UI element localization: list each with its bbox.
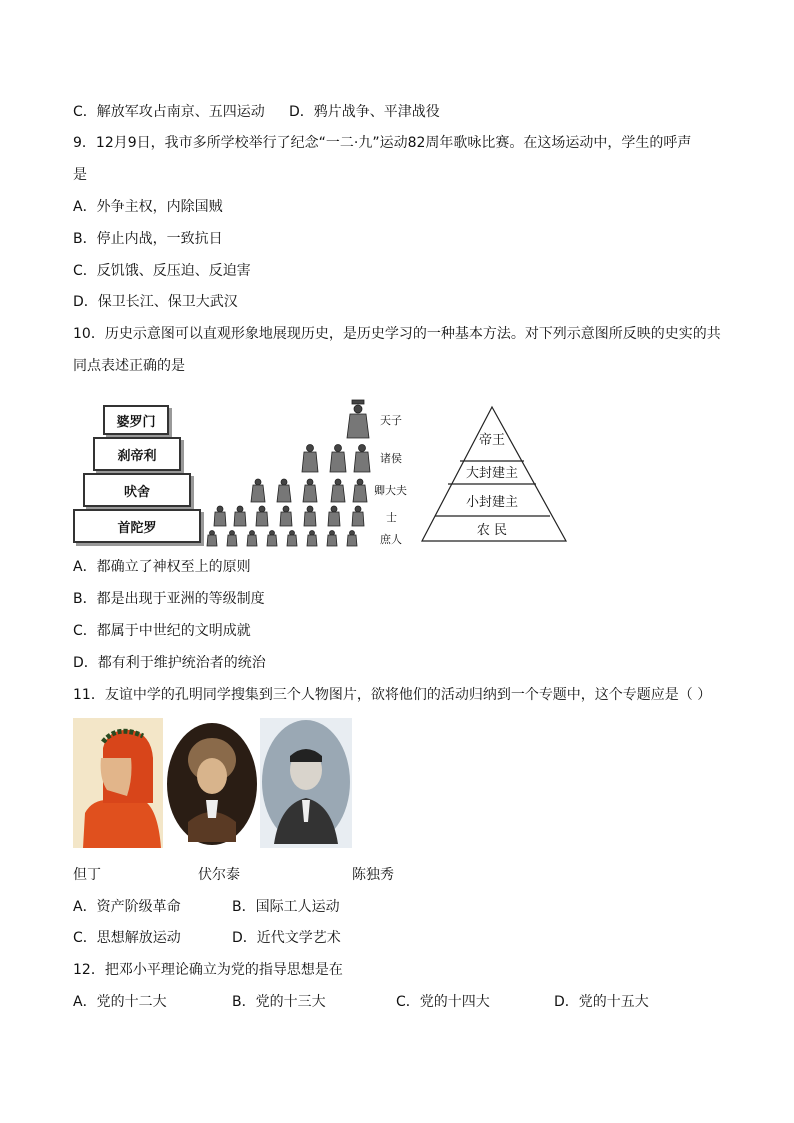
- portrait-voltaire: [166, 722, 258, 846]
- q12-option-a: A．党的十二大: [73, 994, 167, 1010]
- rank-shuren: 庶人: [380, 533, 402, 546]
- q11-option-b: B．国际工人运动: [232, 899, 340, 915]
- q10-option-a: A．都确立了神权至上的原则: [73, 559, 251, 575]
- q11-option-a: A．资产阶级革命: [73, 899, 181, 915]
- caste-level-2: 刹帝利: [93, 437, 181, 471]
- q9-stem-line1: 9．12月9日，我市多所学校举行了纪念“一二·九”运动82周年歌咏比赛。在这场运动中，学生的呼声: [73, 135, 692, 151]
- q12-option-b: B．党的十三大: [232, 994, 326, 1010]
- q11-option-d: D．近代文学艺术: [232, 930, 341, 946]
- q9-option-c: C．反饥饿、反压迫、反迫害: [73, 263, 251, 279]
- caption-dante: 但丁: [73, 867, 101, 883]
- portrait-chen-duxiu: [260, 718, 352, 848]
- q12-option-d: D．党的十五大: [554, 994, 649, 1010]
- q10-option-b: B．都是出现于亚洲的等级制度: [73, 591, 265, 607]
- caste-level-3: 吠舍: [83, 473, 191, 507]
- q9-option-d: D．保卫长江、保卫大武汉: [73, 294, 238, 310]
- q11-option-c: C．思想解放运动: [73, 930, 181, 946]
- pyramid-level-3: 小封建主: [465, 495, 519, 510]
- pyramid-level-2: 大封建主: [465, 466, 519, 481]
- pyramid-shape: [420, 405, 570, 545]
- zhou-hierarchy-diagram: [200, 390, 414, 548]
- caste-level-4: 首陀罗: [73, 509, 201, 543]
- q8-option-d: D．鸦片战争、平津战役: [289, 104, 440, 120]
- q10-option-c: C．都属于中世纪的文明成就: [73, 623, 251, 639]
- q10-stem-line1: 10．历史示意图可以直观形象地展现历史，是历史学习的一种基本方法。对下列示意图所反映的史实的共: [73, 326, 721, 342]
- caption-chen-duxiu: 陈独秀: [352, 867, 394, 883]
- q10-option-d: D．都有利于维护统治者的统治: [73, 655, 266, 671]
- feudal-pyramid-diagram: [420, 405, 570, 545]
- caste-level-1: 婆罗门: [103, 405, 169, 435]
- q12-option-c: C．党的十四大: [396, 994, 490, 1010]
- caption-voltaire: 伏尔泰: [198, 867, 240, 883]
- rank-tianzi: 天子: [380, 414, 402, 427]
- rank-zhuhou: 诸侯: [380, 452, 402, 465]
- q9-option-b: B．停止内战，一致抗日: [73, 231, 223, 247]
- q9-stem-line2: 是: [73, 167, 87, 183]
- pyramid-level-4: 农 民: [476, 523, 508, 538]
- q10-stem-line2: 同点表述正确的是: [73, 358, 185, 374]
- rank-shi: 士: [386, 511, 397, 524]
- caste-diagram: [73, 400, 203, 546]
- q9-option-a: A．外争主权，内除国贼: [73, 199, 223, 215]
- pyramid-level-1: 帝王: [478, 433, 506, 448]
- q11-stem: 11．友谊中学的孔明同学搜集到三个人物图片，欲将他们的活动归纳到一个专题中，这个专题应是（ ）: [73, 687, 712, 703]
- zhou-figures-illustration: [200, 390, 414, 548]
- q8-option-c: C．解放军攻占南京、五四运动: [73, 104, 265, 120]
- q12-stem: 12．把邓小平理论确立为党的指导思想是在: [73, 962, 343, 978]
- portrait-dante: [73, 718, 163, 848]
- rank-qingdafu: 卿大夫: [374, 484, 407, 497]
